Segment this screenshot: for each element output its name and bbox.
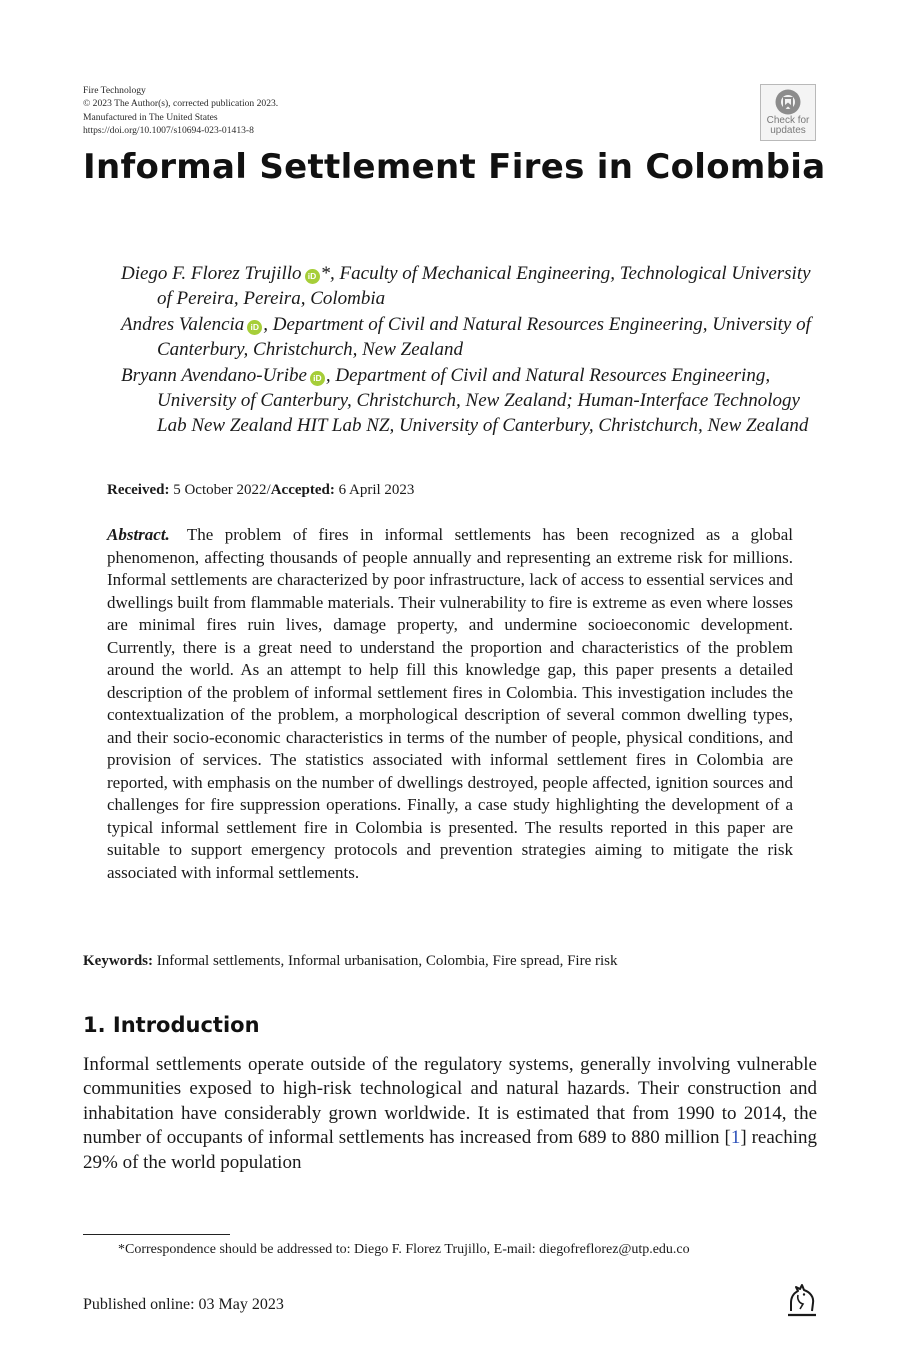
intro-text-continued: ] reaching 29% of the world population <box>83 1127 817 1173</box>
crossmark-label-2: updates <box>770 125 806 136</box>
copyright-line: © 2023 The Author(s), corrected publication 2023. <box>83 98 279 110</box>
abstract-label: Abstract. <box>107 525 170 544</box>
crossmark-icon <box>774 88 802 116</box>
check-for-updates-button[interactable] <box>760 84 816 141</box>
citation-link[interactable]: 1 <box>730 1127 741 1149</box>
author-entry <box>121 262 821 311</box>
author-affiliation: , Department of Civil and Natural Resources Engineering, University of Canterbury, Christchurch, New Zealand <box>157 314 811 360</box>
springer-horse-icon <box>785 1281 819 1319</box>
orcid-icon[interactable]: iD <box>247 320 262 335</box>
section-heading: 1. Introduction <box>83 1013 260 1037</box>
abstract-text: The problem of fires in informal settlements has been recognized as a global phenomenon, affecting thousands of people annually and representing an extreme risk for millions. Informal settlements are characterized by poor infrastructure, lack of access to essential services and dwellings built from flammable materials. Their vulnerability to fire is extreme as even where losses are minimal fires ruin lives, damage property, and undermine socioeconomic development. Currently, there is a great need to understand the proportion and characteristics of the problem around the world. As an attempt to help fill this knowledge gap, this paper presents a detailed description of the problem of informal settlement fires in Colombia. This investigation includes the contextualization of the problem, a morphological description of several common dwelling types, and their socio-economic characteristics in terms of the number of people, physical conditions, and provision of services. The statistics associated with informal settlement fires in Colombia are reported, with emphasis on the number of dwellings destroyed, people affected, ignition sources and challenges for fire suppression operations. Finally, a case study highlighting the development of a typical informal settlement fire in Colombia is presented. The results reported in this paper are suitable to support emergency protocols and prevention strategies aiming to mitigate the risk associated with informal settlements. <box>107 525 793 882</box>
received-date: 5 October 2022/ <box>169 482 271 498</box>
keywords-label: Keywords: <box>83 953 153 969</box>
author-name: Diego F. Florez Trujillo <box>121 263 302 284</box>
doi-link[interactable]: https://doi.org/10.1007/s10694-023-01413-8 <box>83 125 254 137</box>
author-entry <box>121 364 821 438</box>
keywords-text: Informal settlements, Informal urbanisation, Colombia, Fire spread, Fire risk <box>153 953 618 969</box>
orcid-icon[interactable]: iD <box>305 269 320 284</box>
history-dates <box>107 482 414 499</box>
author-affiliation: , Faculty of Mechanical Engineering, Technological University of Pereira, Pereira, Colombia <box>157 263 811 309</box>
orcid-icon[interactable]: iD <box>310 371 325 386</box>
received-label: Received: <box>107 482 170 498</box>
accepted-date: 6 April 2023 <box>334 482 415 498</box>
keywords <box>83 953 617 970</box>
correspondence-footnote: *Correspondence should be addressed to: Diego F. Florez Trujillo, E-mail: diegofreflorez@utp.edu.co <box>118 1242 690 1257</box>
abstract <box>107 524 793 884</box>
crossmark-label-1: Check for <box>766 115 810 126</box>
author-name: Andres Valencia <box>121 314 245 336</box>
footnote-divider <box>83 1234 230 1235</box>
article-metadata <box>83 84 278 138</box>
published-date: Published online: 03 May 2023 <box>83 1296 284 1313</box>
author-list <box>121 262 821 440</box>
author-entry <box>121 313 821 362</box>
corresponding-marker: * <box>320 263 331 284</box>
accepted-label: Accepted: <box>270 482 335 498</box>
journal-name: Fire Technology <box>83 85 146 96</box>
author-name: Bryann Avendano-Uribe <box>121 365 307 387</box>
manufactured-line: Manufactured in The United States <box>83 111 218 123</box>
paper-title: Informal Settlement Fires in Colombia <box>83 147 826 187</box>
intro-text: Informal settlements operate outside of the regulatory systems, generally involving vulnerable communities exposed to high-risk technological and natural hazards. Their construction and inhabitation have considerably grown worldwide. It is estimated that from 1990 to 2014, the number of occupants of informal settlements has increased from 689 to 880 million [ <box>83 1054 817 1149</box>
author-affiliation: , Department of Civil and Natural Resources Engineering, University of Canterbury, Christchurch, New Zealand; Human-Interface Technology Lab New Zealand HIT Lab NZ, University of Canterbury, Christchurch, New Zealand <box>157 365 809 436</box>
introduction-paragraph <box>83 1053 817 1175</box>
